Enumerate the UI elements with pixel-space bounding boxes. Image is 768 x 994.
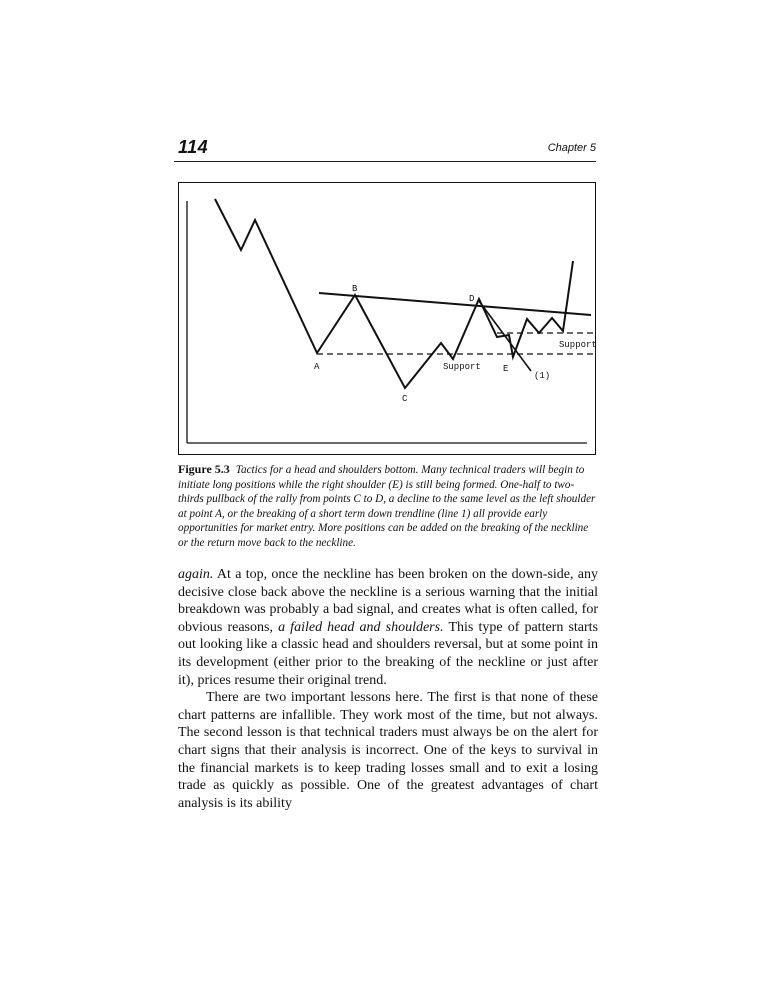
running-head: Chapter 5 — [547, 142, 596, 154]
trendline-1 — [479, 301, 531, 371]
figure-caption-text: Tactics for a head and shoulders bottom. Many technical traders will begin to initiate long positions while the right shoulder (E) is still being formed. One-half to two-thirds pullback of the rally from points C to D, a decline to the same level as the left shoulder at point A, or the breaking of a short term down trendline (line 1) all provide early opportunities for market entry. More positions can be added on the breaking of the neckline or the return move back to the neckline. — [178, 464, 596, 549]
paragraph-1 — [178, 566, 598, 689]
support-label-upper: Support — [559, 340, 597, 350]
point-a-label: A — [314, 362, 320, 372]
figure-caption — [178, 462, 598, 551]
figure-box — [178, 182, 596, 455]
paragraph-1-text-a: At a top, once the neckline has been broken on the down-side, any decisive close back above the neckline is a serious warning that the initial breakdown was probably a bad signal, and creates what is often called, for obvious reasons, — [178, 567, 598, 635]
page-number: 114 — [178, 137, 209, 157]
point-e-label: E — [503, 364, 509, 374]
body-text — [178, 566, 598, 812]
header-rule — [174, 161, 596, 162]
paragraph-1-emphasis: a failed head and shoulders. — [278, 619, 444, 635]
head-and-shoulders-diagram — [179, 183, 597, 456]
paragraph-1-start: again. — [178, 567, 214, 582]
paragraph-1-text-b: This type of pattern starts out looking like a classic head and shoulders reversal, but at some point in its development (either prior to the breaking of the neckline or just after it), prices resume their original trend. — [178, 619, 599, 688]
price-path — [215, 199, 573, 388]
point-c-label: C — [402, 394, 408, 404]
paragraph-2: There are two important lessons here. The first is that none of these chart patterns are infallible. They work most of the time, but not always. The second lesson is that technical traders must always be on the alert for chart signs that their analysis is incorrect. One of the keys to survival in the financial markets is to keep trading losses small and to exit a losing trade as quickly as possible. One of the greatest advantages of chart analysis is its ability — [178, 690, 598, 811]
figure-label: Figure 5.3 — [178, 462, 230, 476]
point-d-label: D — [469, 294, 475, 304]
point-b-label: B — [352, 284, 358, 294]
trendline-1-label: (1) — [534, 371, 551, 381]
support-label-lower: Support — [443, 362, 481, 372]
